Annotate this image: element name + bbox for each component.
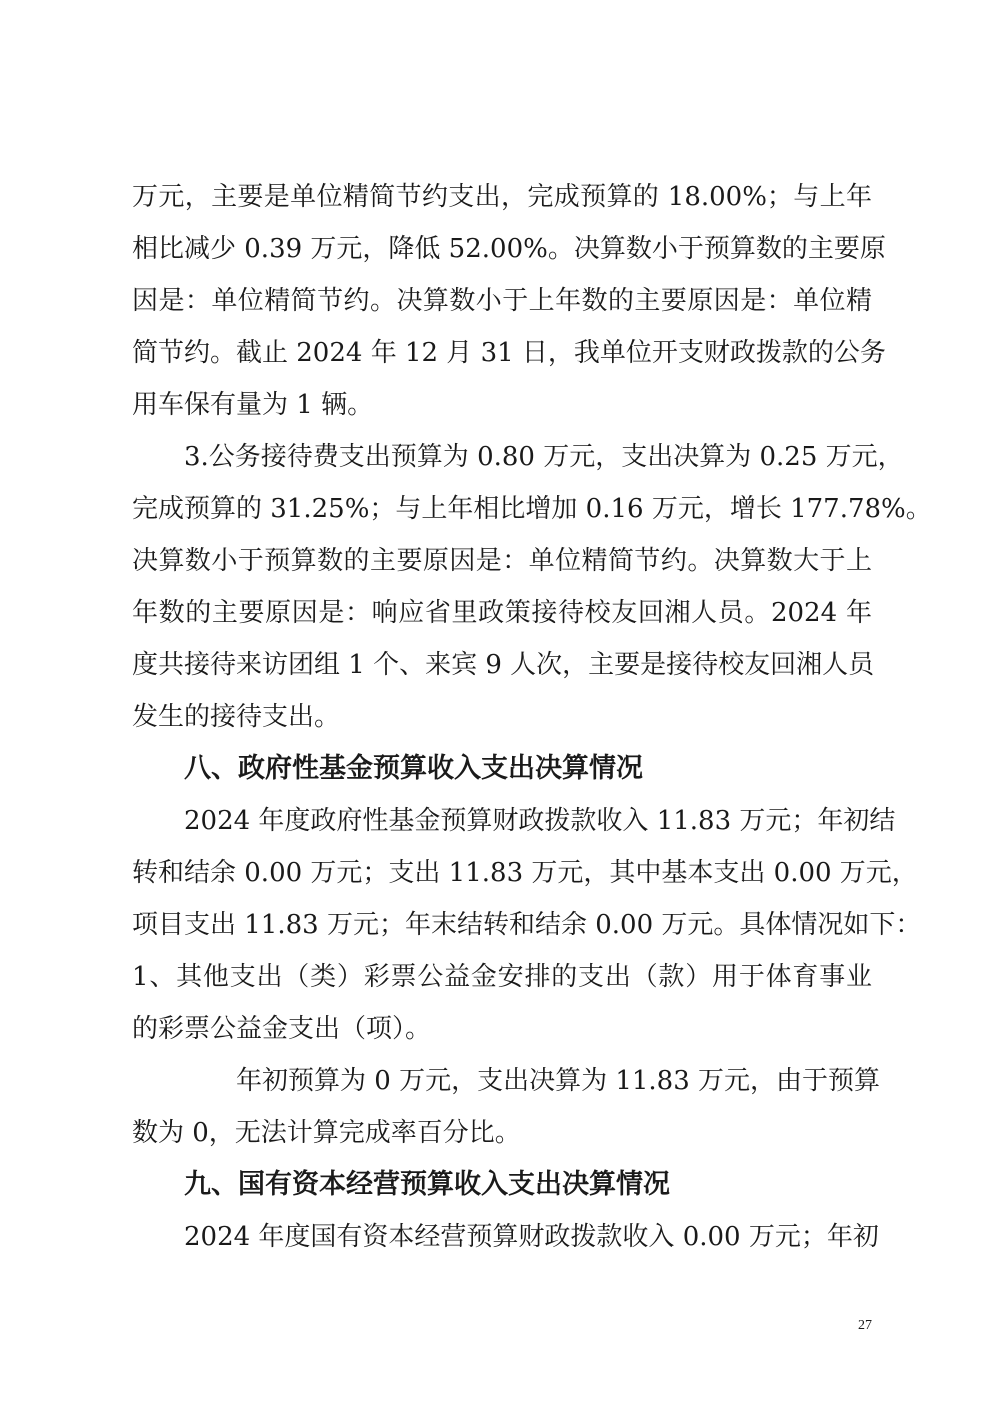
body-line: 发生的接待支出。 [132, 702, 341, 732]
body-line: 2024 年度政府性基金预算财政拨款收入 11.83 万元；年初结 [184, 806, 896, 836]
body-line: 年数的主要原因是：响应省里政策接待校友回湘人员。2024 年 [132, 598, 872, 628]
body-line: 2024 年度国有资本经营预算财政拨款收入 0.00 万元；年初 [184, 1222, 879, 1252]
body-line: 数为 0，无法计算完成率百分比。 [132, 1118, 521, 1148]
body-line: 简节约。截止 2024 年 12 月 31 日，我单位开支财政拨款的公务 [132, 338, 886, 368]
body-line: 相比减少 0.39 万元，降低 52.00%。决算数小于预算数的主要原 [132, 234, 886, 264]
body-line: 决算数小于预算数的主要原因是：单位精简节约。决算数大于上 [132, 546, 872, 576]
body-line: 项目支出 11.83 万元；年末结转和结余 0.00 万元。具体情况如下： [132, 910, 922, 940]
body-line: 因是：单位精简节约。决算数小于上年数的主要原因是：单位精 [132, 286, 872, 316]
section-heading: 九、国有资本经营预算收入支出决算情况 [184, 1169, 670, 1200]
body-line: 3.公务接待费支出预算为 0.80 万元，支出决算为 0.25 万元， [184, 442, 904, 472]
body-line: 1、其他支出（类）彩票公益金安排的支出（款）用于体育事业 [132, 962, 872, 992]
body-line: 的彩票公益金支出（项）。 [132, 1014, 432, 1044]
body-line: 万元，主要是单位精简节约支出，完成预算的 18.00%；与上年 [132, 182, 872, 212]
page-number: 27 [858, 1318, 872, 1333]
section-heading: 八、政府性基金预算收入支出决算情况 [184, 753, 643, 784]
body-line: 年初预算为 0 万元，支出决算为 11.83 万元，由于预算 [236, 1066, 881, 1096]
body-line: 完成预算的 31.25%；与上年相比增加 0.16 万元，增长 177.78%。 [132, 494, 932, 524]
body-line: 转和结余 0.00 万元；支出 11.83 万元，其中基本支出 0.00 万元， [132, 858, 918, 888]
body-line: 用车保有量为 1 辆。 [132, 390, 374, 420]
body-line: 度共接待来访团组 1 个、来宾 9 人次，主要是接待校友回湘人员 [132, 650, 875, 680]
